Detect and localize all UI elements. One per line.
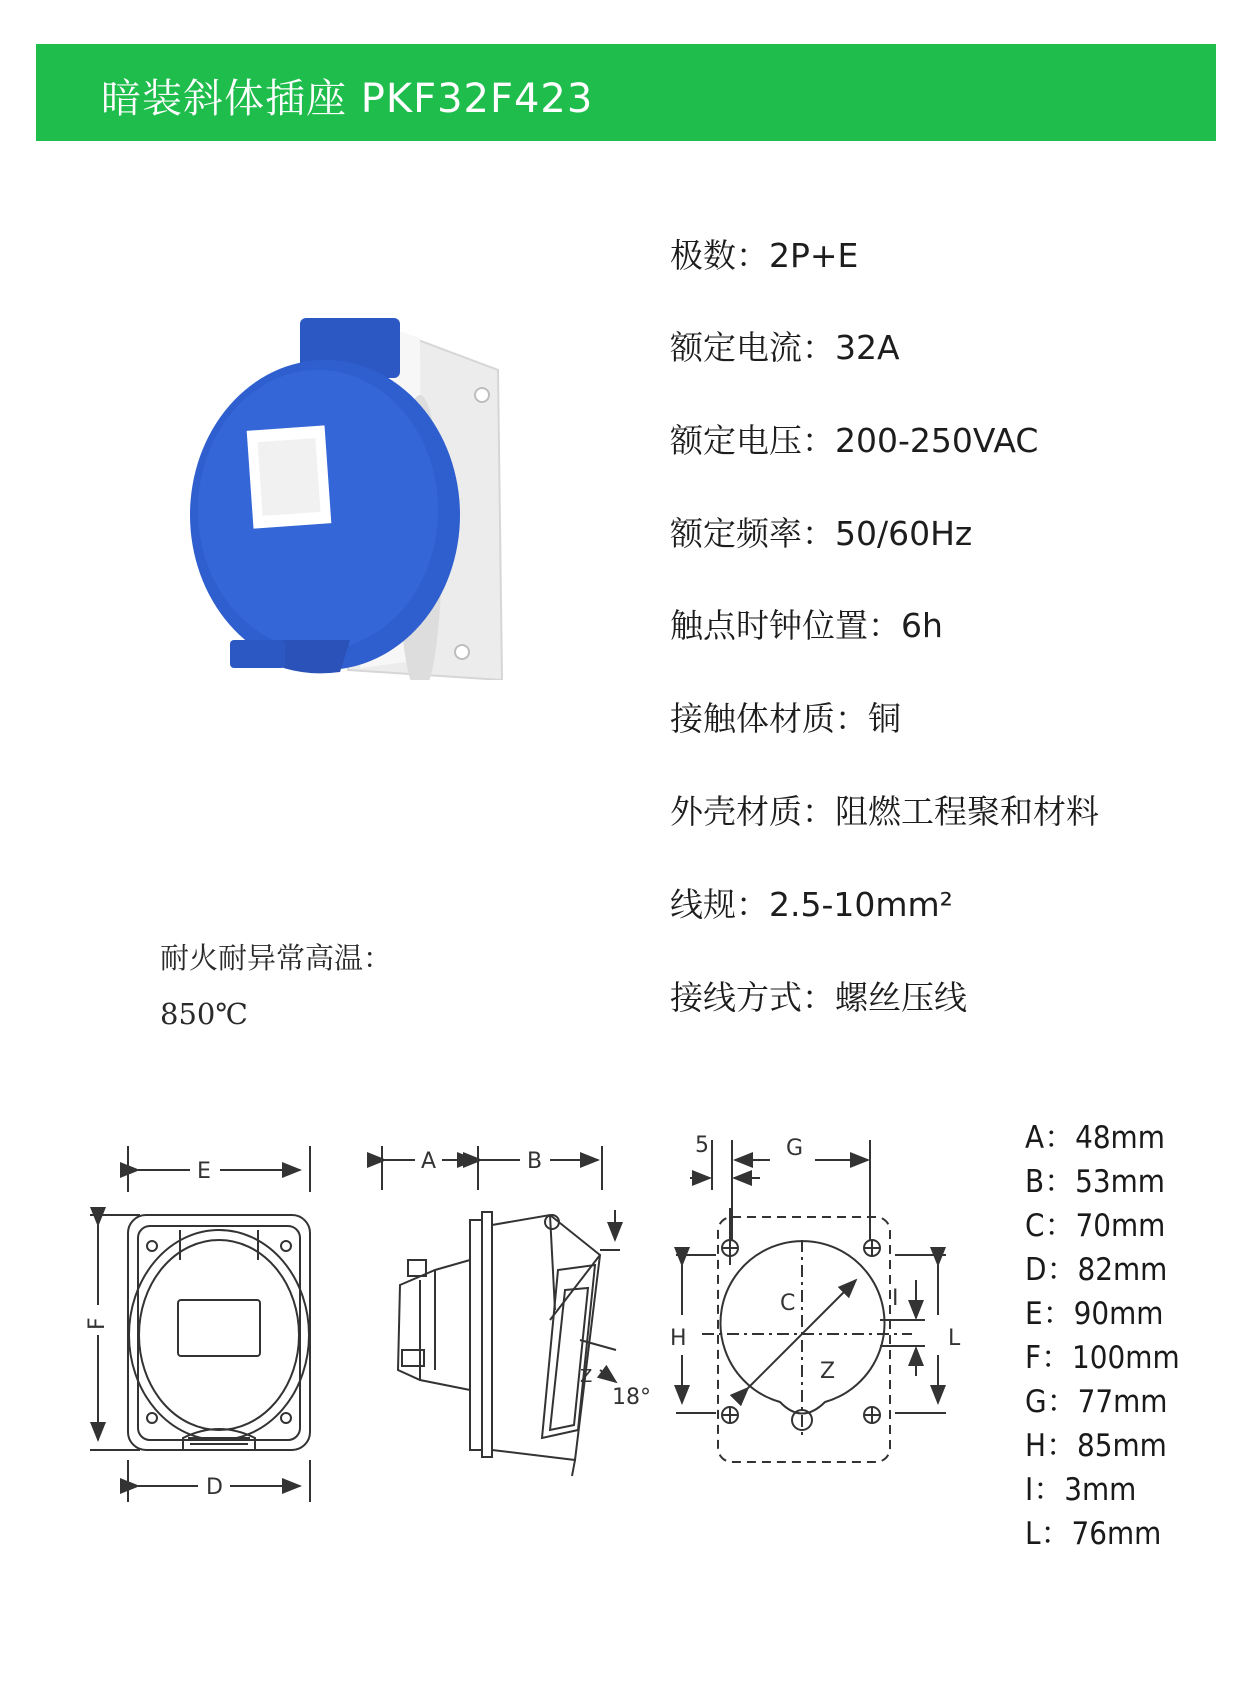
spec-voltage: 额定电压：200-250VAC bbox=[670, 421, 1039, 460]
dim-i: I：3mm bbox=[1025, 1472, 1137, 1508]
label-z-side: Z bbox=[580, 1366, 593, 1387]
label-i: I bbox=[892, 1286, 899, 1311]
spec-housing: 外壳材质：阻燃工程聚和材料 bbox=[670, 792, 1099, 831]
dim-c: C：70mm bbox=[1025, 1208, 1166, 1244]
label-five: 5 bbox=[695, 1133, 709, 1158]
page-title: 暗装斜体插座 PKF32F423 bbox=[101, 76, 594, 122]
dim-a: A：48mm bbox=[1025, 1120, 1165, 1156]
spec-wiring: 接线方式：螺丝压线 bbox=[670, 978, 967, 1017]
fire-note-line1: 耐火耐异常高温： bbox=[160, 941, 393, 975]
spec-current: 额定电流：32A bbox=[670, 328, 900, 367]
label-e: E bbox=[197, 1159, 211, 1184]
spec-contact: 接触体材质：铜 bbox=[670, 699, 901, 738]
dim-d: D：82mm bbox=[1025, 1252, 1168, 1288]
label-l: L bbox=[948, 1326, 961, 1351]
dim-e: E：90mm bbox=[1025, 1296, 1164, 1332]
label-g: G bbox=[786, 1136, 804, 1161]
dim-b: B：53mm bbox=[1025, 1164, 1165, 1200]
spec-poles: 极数：2P+E bbox=[670, 236, 859, 275]
spec-wire-gauge: 线规：2.5-10mm² bbox=[670, 885, 953, 924]
title-banner bbox=[36, 44, 1216, 141]
screw-hole-icon bbox=[475, 388, 489, 402]
dim-h: H：85mm bbox=[1025, 1428, 1167, 1464]
cover-latch bbox=[230, 640, 285, 668]
product-image bbox=[190, 300, 550, 680]
fire-resistance-note bbox=[160, 930, 392, 1042]
cutout-view bbox=[676, 1140, 946, 1462]
label-angle: 18° bbox=[612, 1385, 651, 1410]
label-f: F bbox=[85, 1317, 110, 1330]
spec-clock-pos: 触点时钟位置：6h bbox=[670, 606, 943, 645]
label-d: D bbox=[206, 1475, 223, 1500]
side-view bbox=[382, 1146, 620, 1476]
label-c: C bbox=[780, 1291, 796, 1316]
dim-l: L：76mm bbox=[1025, 1516, 1162, 1552]
label-z-cut: Z bbox=[820, 1359, 836, 1384]
technical-drawing bbox=[80, 1120, 1020, 1530]
screw-hole-icon bbox=[455, 645, 469, 659]
label-b: B bbox=[527, 1149, 543, 1174]
front-view bbox=[90, 1146, 310, 1502]
label-a: A bbox=[421, 1149, 437, 1174]
dim-f: F：100mm bbox=[1025, 1340, 1180, 1376]
label-h: H bbox=[670, 1326, 687, 1351]
dim-g: G：77mm bbox=[1025, 1384, 1168, 1420]
spec-frequency: 额定频率：50/60Hz bbox=[670, 514, 973, 553]
fire-note-line2: 850℃ bbox=[160, 997, 248, 1031]
